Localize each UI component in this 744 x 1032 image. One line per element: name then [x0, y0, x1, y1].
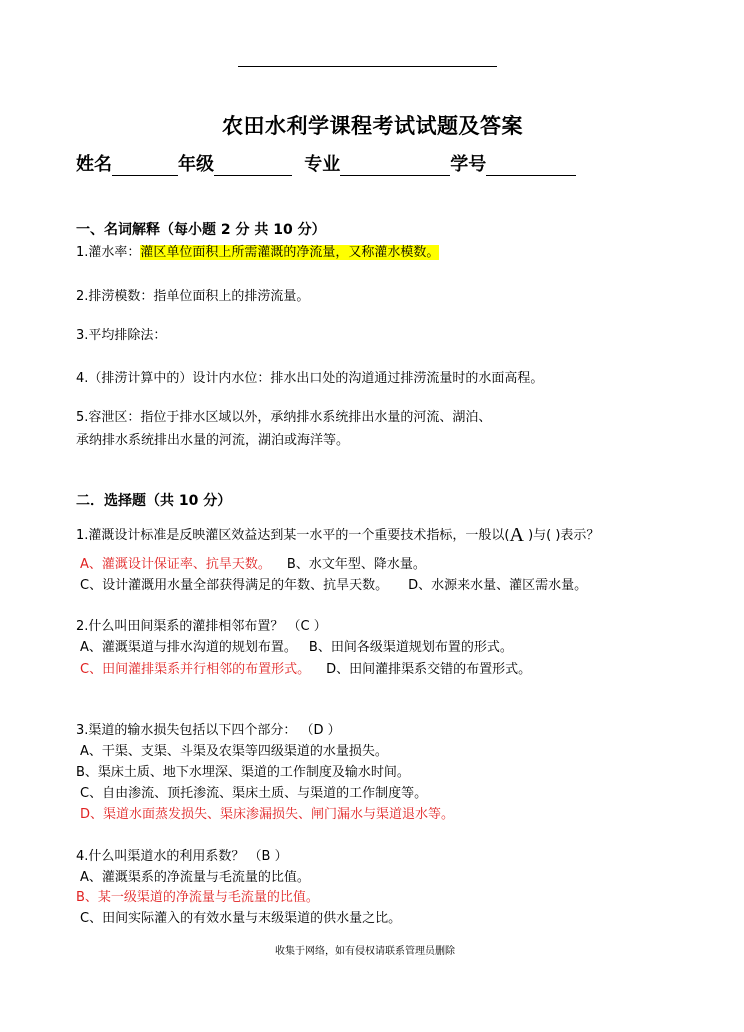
q3-option-a: A、干渠、支渠、斗渠及农渠等四级渠道的水量损失。	[80, 744, 388, 759]
student-id-blank[interactable]	[486, 155, 576, 176]
term-5-line2: 承纳排水系统排出水量的河流，湖泊或海洋等。	[76, 433, 350, 448]
q3-option-c: C、自由渗流、顶托渗流、渠床土质、与渠道的工作制度等。	[80, 786, 428, 801]
q4-option-c: C、田间实际灌入的有效水量与末级渠道的供水量之比。	[80, 911, 402, 926]
q2-stem: 2.什么叫田间渠系的灌排相邻布置？ （C ）	[76, 619, 327, 634]
header-rule	[238, 66, 497, 67]
q1-stem-tail: )与( )表示？	[523, 528, 600, 543]
section2-heading: 二．选择题（共 10 分）	[76, 493, 232, 509]
q2-option-d: D、田间灌排渠系交错的布置形式。	[326, 662, 532, 677]
term-1	[76, 241, 439, 260]
major-label: 专业	[304, 154, 341, 175]
q4-option-a: A、灌溉渠系的净流量与毛流量的比值。	[80, 870, 310, 885]
footer-note: 收集于网络，如有侵权请联系管理员删除	[275, 946, 455, 957]
q2-options-ab	[80, 636, 513, 655]
student-id-label: 学号	[450, 154, 487, 175]
student-info-row	[76, 150, 576, 176]
q1-option-d: D、水源来水量、灌区需水量。	[408, 578, 588, 593]
q2-options-cd	[80, 658, 531, 677]
term-3: 3.平均排除法：	[76, 328, 167, 343]
q1-answer: A	[509, 524, 524, 546]
q1-options-cd	[80, 574, 587, 593]
page-title: 农田水利学课程考试试题及答案	[222, 114, 523, 138]
q3-stem: 3.渠道的输水损失包括以下四个部分： （D ）	[76, 723, 341, 738]
q2-option-b: B、田间各级渠道规划布置的形式。	[308, 640, 513, 655]
q3-option-d: D、渠道水面蒸发损失、渠床渗漏损失、闸门漏水与渠道退水等。	[80, 807, 455, 822]
term-5-line1: 5.容泄区：指位于排水区域以外，承纳排水系统排出水量的河流、湖泊、	[76, 410, 492, 425]
term-1-label: 1.灌水率：	[76, 245, 141, 260]
name-label: 姓名	[76, 154, 112, 175]
q1-stem-text: 1.灌溉设计标准是反映灌区效益达到某一水平的一个重要技术指标，一般以(	[76, 528, 510, 543]
grade-label: 年级	[178, 154, 214, 175]
q4-stem: 4.什么叫渠道水的利用系数？ （B ）	[76, 849, 288, 864]
q1-option-a: A、灌溉设计保证率、抗旱天数。	[80, 557, 271, 572]
grade-blank[interactable]	[214, 155, 292, 176]
q3-option-b: B、渠床土质、地下水埋深、渠道的工作制度及输水时间。	[76, 765, 410, 780]
q1-option-c: C、设计灌溉用水量全部获得满足的年数、抗旱天数。	[80, 578, 389, 593]
q1-options-ab	[80, 553, 426, 572]
q2-option-c: C、田间灌排渠系并行相邻的布置形式。	[80, 662, 311, 677]
section1-heading: 一、名词解释（每小题 2 分 共 10 分）	[76, 222, 326, 238]
q2-option-a: A、灌溉渠道与排水沟道的规划布置。	[80, 640, 297, 655]
q1-stem	[76, 524, 599, 547]
major-blank[interactable]	[340, 155, 450, 176]
q4-option-b: B、某一级渠道的净流量与毛流量的比值。	[76, 890, 319, 905]
term-1-answer: 灌区单位面积上所需灌溉的净流量，又称灌水模数。	[140, 245, 440, 260]
term-2: 2.排涝模数：指单位面积上的排涝流量。	[76, 289, 310, 304]
term-4: 4.（排涝计算中的）设计内水位：排水出口处的沟道通过排涝流量时的水面高程。	[76, 371, 544, 386]
q1-option-b: B、水文年型、降水量。	[286, 557, 426, 572]
name-blank[interactable]	[112, 155, 178, 176]
